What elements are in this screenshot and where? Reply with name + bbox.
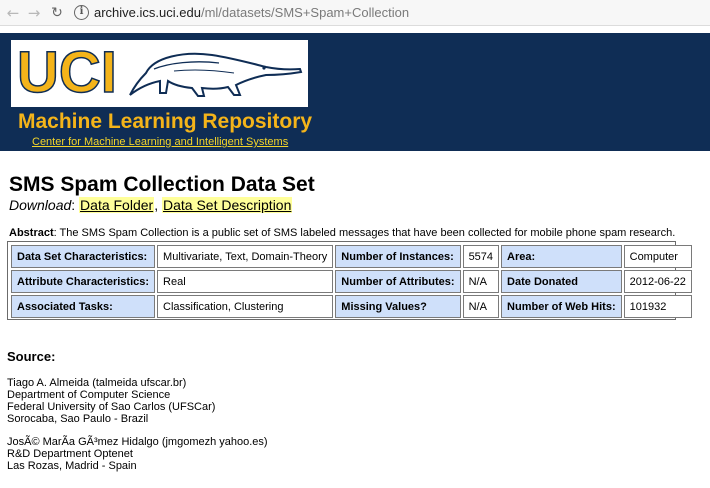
table-cell: 101932 (624, 295, 692, 318)
page-title: SMS Spam Collection Data Set (9, 173, 315, 196)
download-line (9, 197, 292, 213)
link-separator: , (154, 197, 162, 213)
uci-logo[interactable] (11, 40, 308, 107)
arrow-left-icon[interactable]: ← (6, 4, 20, 22)
source-text (7, 377, 268, 472)
table-cell: N/A (463, 295, 499, 318)
source-line: Department of Computer Science (7, 389, 171, 401)
source-line: Sorocaba, Sao Paulo - Brazil (7, 413, 149, 425)
download-separator: : (71, 197, 80, 213)
table-cell: N/A (463, 270, 499, 293)
reload-icon[interactable]: ↻ (51, 5, 63, 21)
table-cell: 5574 (463, 245, 499, 268)
table-cell: 2012-06-22 (624, 270, 692, 293)
abstract (9, 227, 675, 239)
table-header-cell: Number of Web Hits: (501, 295, 622, 318)
source-line: JosÃ© MarÃa GÃ³mez Hidalgo (jmgomezh yahoo.es) (7, 436, 268, 448)
table-header-cell: Area: (501, 245, 622, 268)
source-spacer (7, 425, 268, 436)
center-link[interactable]: Center for Machine Learning and Intelligent Systems (32, 136, 289, 148)
browser-toolbar (0, 0, 710, 26)
url-host: archive.ics.uci.edu (94, 5, 201, 20)
table-header-cell: Attribute Characteristics: (11, 270, 155, 293)
table-header-cell: Date Donated (501, 270, 622, 293)
table-row (11, 270, 692, 293)
table-cell: Computer (624, 245, 692, 268)
arrow-right-icon[interactable]: → (27, 4, 41, 22)
source-line: Federal University of Sao Carlos (UFSCar) (7, 401, 216, 413)
download-label: Download (9, 197, 72, 213)
source-line: R&D Department Optenet (7, 448, 133, 460)
table-cell: Classification, Clustering (157, 295, 333, 318)
table-header-cell: Number of Attributes: (335, 270, 460, 293)
table-header-cell: Data Set Characteristics: (11, 245, 155, 268)
table-cell: Real (157, 270, 333, 293)
address-bar[interactable] (94, 4, 409, 21)
source-line: Tiago A. Almeida (talmeida ufscar.br) (7, 377, 187, 389)
abstract-label: Abstract (9, 227, 54, 239)
abstract-text: : The SMS Spam Collection is a public set of SMS labeled messages that have been collected for mobile phone spam research. (53, 227, 676, 239)
source-line: Las Rozas, Madrid - Spain (7, 460, 137, 472)
table-row (11, 245, 692, 268)
info-icon[interactable]: i (74, 5, 89, 20)
url-path: /ml/datasets/SMS+Spam+Collection (200, 5, 410, 20)
repository-title: Machine Learning Repository (18, 110, 313, 133)
site-header (0, 33, 710, 151)
table-row (11, 295, 692, 318)
source-heading: Source: (7, 349, 56, 364)
table-header-cell: Associated Tasks: (11, 295, 155, 318)
characteristics-table (7, 241, 686, 320)
anteater-icon (124, 43, 304, 103)
table-cell: Multivariate, Text, Domain-Theory (157, 245, 333, 268)
table-header-cell: Number of Instances: (335, 245, 460, 268)
logo-text: UCI (17, 40, 117, 105)
data-folder-link[interactable]: Data Folder (80, 197, 154, 213)
table-header-cell: Missing Values? (335, 295, 460, 318)
data-description-link[interactable]: Data Set Description (162, 197, 292, 213)
